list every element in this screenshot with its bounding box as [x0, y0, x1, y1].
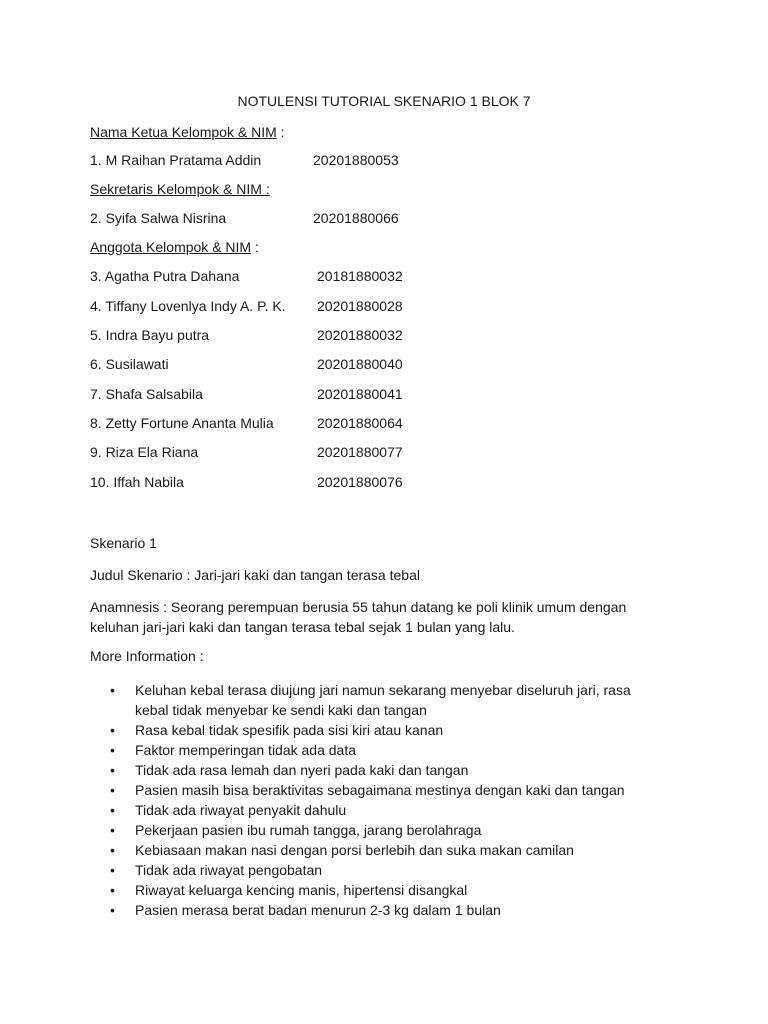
member-nim: 20181880032	[317, 268, 403, 284]
list-item-text: Tidak ada rasa lemah dan nyeri pada kaki dan tangan	[135, 762, 469, 778]
bullet-icon: •	[110, 882, 115, 898]
bullet-icon: •	[110, 802, 115, 818]
list-item-text: Kebiasaan makan nasi dengan porsi berlebih dan suka makan camilan	[135, 842, 574, 858]
list-item-text: Faktor memperingan tidak ada data	[135, 742, 357, 758]
anamnesis-paragraph: Anamnesis : Seorang perempuan berusia 55 tahun datang ke poli klinik umum dengan keluhan jari-jari kaki dan tangan terasa tebal sejak 1 bulan yang lalu.	[90, 599, 627, 635]
sekretaris-name: 2. Syifa Salwa Nisrina	[90, 210, 227, 226]
list-item-text: Pasien merasa berat badan menurun 2-3 kg dalam 1 bulan	[135, 902, 501, 918]
ketua-heading-suffix: :	[276, 124, 285, 140]
member-name: 9. Riza Ela Riana	[90, 444, 199, 460]
member-nim: 20201880041	[317, 386, 403, 402]
member-nim: 20201880032	[317, 327, 403, 343]
list-item	[90, 780, 660, 800]
ketua-nim: 20201880053	[313, 152, 399, 168]
anggota-heading	[90, 239, 259, 255]
more-info-heading: More Information :	[90, 648, 204, 664]
document-title: NOTULENSI TUTORIAL SKENARIO 1 BLOK 7	[237, 93, 531, 109]
list-item-text: Riwayat keluarga kencing manis, hipertensi disangkal	[135, 882, 468, 898]
list-item	[90, 860, 660, 880]
member-name: 10. Iffah Nabila	[90, 474, 184, 490]
list-item-text: Pekerjaan pasien ibu rumah tangga, jarang berolahraga	[135, 822, 482, 838]
list-item	[90, 820, 660, 840]
member-name: 8. Zetty Fortune Ananta Mulia	[90, 415, 274, 431]
list-item	[90, 760, 660, 780]
member-nim: 20201880064	[317, 415, 403, 431]
list-item-text: Rasa kebal tidak spesifik pada sisi kiri atau kanan	[135, 722, 444, 738]
list-item	[90, 740, 660, 760]
list-item	[90, 680, 660, 720]
list-item-text: Tidak ada riwayat penyakit dahulu	[135, 802, 347, 818]
bullet-icon: •	[110, 822, 115, 838]
sekretaris-heading: Sekretaris Kelompok & NIM :	[90, 181, 270, 197]
member-name: 5. Indra Bayu putra	[90, 327, 210, 343]
judul-skenario: Judul Skenario : Jari-jari kaki dan tangan terasa tebal	[90, 567, 420, 583]
sekretaris-nim: 20201880066	[313, 210, 399, 226]
member-name: 3. Agatha Putra Dahana	[90, 268, 240, 284]
bullet-icon: •	[110, 862, 115, 878]
ketua-heading	[90, 124, 285, 140]
member-nim: 20201880040	[317, 356, 403, 372]
member-nim: 20201880028	[317, 298, 403, 314]
member-name: 6. Susilawati	[90, 356, 169, 372]
bullet-icon: •	[110, 762, 115, 778]
ketua-name: 1. M Raihan Pratama Addin	[90, 152, 262, 168]
anggota-heading-label: Anggota Kelompok & NIM	[90, 239, 252, 255]
bullet-icon: •	[110, 902, 115, 918]
anggota-heading-suffix: :	[251, 239, 259, 255]
more-info-list	[90, 680, 660, 920]
bullet-icon: •	[110, 742, 115, 758]
bullet-icon: •	[110, 782, 115, 798]
list-item-text: Tidak ada riwayat pengobatan	[135, 862, 323, 878]
bullet-icon: •	[110, 842, 115, 858]
member-name: 4. Tiffany Lovenlya Indy A. P. K.	[90, 298, 286, 314]
member-name: 7. Shafa Salsabila	[90, 386, 203, 402]
list-item	[90, 720, 660, 740]
ketua-heading-label: Nama Ketua Kelompok & NIM	[90, 124, 277, 140]
list-item	[90, 840, 660, 860]
skenario-label: Skenario 1	[90, 535, 157, 551]
list-item-text: Keluhan kebal terasa diujung jari namun sekarang menyebar diseluruh jari, rasa kebal tidak menyebar ke sendi kaki dan tangan	[135, 682, 631, 718]
list-item	[90, 880, 660, 900]
list-item-text: Pasien masih bisa beraktivitas sebagaimana mestinya dengan kaki dan tangan	[135, 782, 625, 798]
list-item	[90, 900, 660, 920]
member-nim: 20201880076	[317, 474, 403, 490]
member-nim: 20201880077	[317, 444, 403, 460]
bullet-icon: •	[110, 682, 115, 698]
bullet-icon: •	[110, 722, 115, 738]
list-item	[90, 800, 660, 820]
